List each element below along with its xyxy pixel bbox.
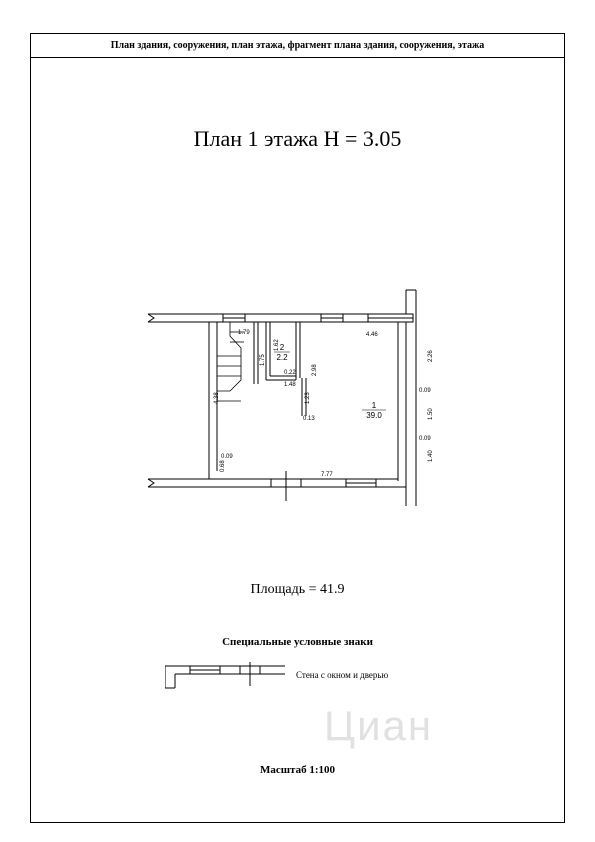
dim-stair-width: 1.79 <box>238 330 250 336</box>
room-2-area: 2.2 <box>276 353 288 362</box>
dim-right-v2: 0.09 <box>419 436 431 442</box>
dim-left-b: 0.68 <box>220 460 226 472</box>
scale-label: Масштаб 1:100 <box>259 764 335 776</box>
dim-small-a: 0.22 <box>284 370 296 376</box>
dim-r-h: 1.23 <box>305 392 311 404</box>
room-2-number: 2 <box>279 343 285 352</box>
legend-item-label: Стена с окном и дверью <box>296 670 389 680</box>
dim-stair-len: 4.38 <box>214 392 220 404</box>
dim-bottom-len: 7.77 <box>321 472 333 478</box>
dim-right-mid: 1.50 <box>428 408 434 420</box>
area-total: Площадь = 41.9 <box>250 582 345 597</box>
dim-small-b: 1.48 <box>284 382 296 388</box>
floor-plan <box>146 256 446 506</box>
dim-r2-h: 1.75 <box>260 354 266 366</box>
dim-right-bot: 1.40 <box>428 450 434 462</box>
drawing-frame <box>30 33 565 823</box>
dim-left-a: 0.09 <box>221 454 233 460</box>
dim-right-v1: 0.09 <box>419 388 431 394</box>
watermark: Циан <box>324 702 434 749</box>
dim-top-right: 4.46 <box>366 332 378 338</box>
document-header: План здания, сооружения, план этажа, фрагмент плана здания, сооружения, этажа <box>31 34 564 58</box>
legend-wall-window-door-symbol <box>165 662 285 694</box>
dim-right-top: 2.26 <box>428 350 434 362</box>
dim-stub: 0.13 <box>303 416 315 422</box>
dim-r2-w: 1.62 <box>274 339 280 351</box>
windows <box>223 314 413 501</box>
room-1-number: 1 <box>371 401 377 410</box>
plan-title: План 1 этажа Н = 3.05 <box>193 126 402 151</box>
dim-wall-h: 2.98 <box>312 364 318 376</box>
room-1-area: 39.0 <box>366 411 382 420</box>
legend-title: Специальные условные знаки <box>222 636 373 648</box>
